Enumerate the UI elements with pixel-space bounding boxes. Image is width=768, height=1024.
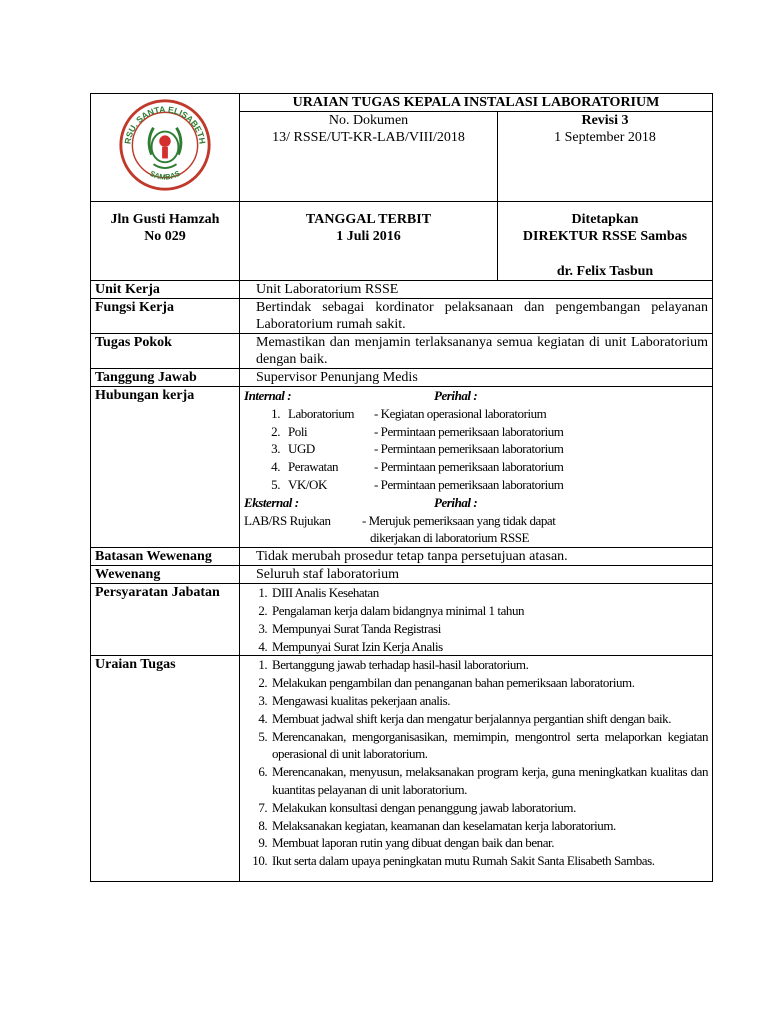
internal-item-name: Poli xyxy=(288,423,308,439)
eksternal-perihal-1: - Merujuk pemeriksaan yang tidak dapat xyxy=(362,512,556,528)
internal-item-number: 4. xyxy=(271,459,280,475)
revision-date: 1 September 2018 xyxy=(554,130,656,145)
uraian-tugas-cell xyxy=(240,656,713,882)
logo-top-text: RSU. SANTA ELISABETH xyxy=(122,104,208,145)
internal-list xyxy=(244,405,708,494)
batasan-wewenang-value: Tidak merubah prosedur tetap tanpa persetujuan atasan. xyxy=(240,548,713,566)
issued-label: TANGGAL TERBIT xyxy=(305,212,432,227)
persyaratan-jabatan-label: Persyaratan Jabatan xyxy=(91,584,240,656)
job-description-table xyxy=(90,93,713,882)
uraian-list xyxy=(244,656,708,870)
eksternal-perihal-2: dikerjakan di laboratorium RSSE xyxy=(370,530,529,546)
uraian-item: 9. Membuat laporan rutin yang dibuat dengan baik dan benar. xyxy=(270,834,708,852)
unit-kerja-label: Unit Kerja xyxy=(91,281,240,299)
persyaratan-item: 4. Mempunyai Surat Izin Kerja Analis xyxy=(270,638,708,656)
internal-item-number: 3. xyxy=(271,441,280,457)
persyaratan-item: 1. DIII Analis Kesehatan xyxy=(270,584,708,602)
tanggung-jawab-value: Supervisor Penunjang Medis xyxy=(240,369,713,387)
director-name: dr. Felix Tasbun xyxy=(556,264,654,279)
internal-item-perihal: - Permintaan pemeriksaan laboratorium xyxy=(374,441,564,457)
tugas-pokok-label: Tugas Pokok xyxy=(91,334,240,369)
uraian-item: 4. Membuat jadwal shift kerja dan mengatur berjalannya pergantian shift dengan baik. xyxy=(270,710,708,728)
uraian-item: 2. Melakukan pengambilan dan penanganan bahan pemeriksaan laboratorium. xyxy=(270,674,708,692)
uraian-tugas-label: Uraian Tugas xyxy=(91,656,240,882)
internal-perihal-label: Perihal : xyxy=(434,388,478,403)
internal-item xyxy=(244,458,708,476)
fungsi-kerja-value: Bertindak sebagai kordinator pelaksanaan dan pengembangan pelayanan Laboratorium rumah sakit. xyxy=(240,299,713,334)
internal-item-name: Laboratorium xyxy=(288,405,355,421)
internal-item-name: UGD xyxy=(288,441,315,457)
internal-item-number: 2. xyxy=(271,423,280,439)
internal-item-perihal: - Kegiatan operasional laboratorium xyxy=(374,405,547,421)
address-line-2: No 029 xyxy=(144,229,186,244)
uraian-item: 10. Ikut serta dalam upaya peningkatan mutu Rumah Sakit Santa Elisabeth Sambas. xyxy=(270,852,708,870)
address-line-1: Jln Gusti Hamzah xyxy=(110,212,220,227)
job-description-document xyxy=(90,93,712,882)
persyaratan-list xyxy=(244,584,708,655)
document-number-cell xyxy=(240,112,498,202)
unit-kerja-value: Unit Laboratorium RSSE xyxy=(240,281,713,299)
hospital-logo xyxy=(117,97,213,193)
persyaratan-jabatan-cell xyxy=(240,584,713,656)
uraian-item: 3. Mengawasi kualitas pekerjaan analis. xyxy=(270,692,708,710)
internal-item xyxy=(244,476,708,494)
eksternal-name: LAB/RS Rujukan xyxy=(244,512,331,528)
batasan-wewenang-label: Batasan Wewenang xyxy=(91,548,240,566)
uraian-item: 1. Bertanggung jawab terhadap hasil-hasil laboratorium. xyxy=(270,656,708,674)
internal-item-name: Perawatan xyxy=(288,459,339,475)
internal-item-number: 1. xyxy=(271,405,280,421)
internal-label: Internal : xyxy=(244,388,292,403)
internal-item-number: 5. xyxy=(271,476,280,492)
document-title: URAIAN TUGAS KEPALA INSTALASI LABORATORIUM xyxy=(240,94,713,112)
document-number-value: 13/ RSSE/UT-KR-LAB/VIII/2018 xyxy=(272,130,465,145)
uraian-item: 5. Merencanakan, mengorganisasikan, memimpin, mengontrol serta melaporkan kegiatan operasional di unit laboratorium. xyxy=(270,728,708,764)
fungsi-kerja-label: Fungsi Kerja xyxy=(91,299,240,334)
wewenang-label: Wewenang xyxy=(91,566,240,584)
wewenang-value: Seluruh staf laboratorium xyxy=(240,566,713,584)
persyaratan-item: 3. Mempunyai Surat Tanda Registrasi xyxy=(270,620,708,638)
internal-item xyxy=(244,405,708,423)
uraian-item: 8. Melaksanakan kegiatan, keamanan dan keselamatan kerja laboratorium. xyxy=(270,817,708,835)
director-cell xyxy=(498,202,713,281)
set-label: Ditetapkan xyxy=(571,212,639,227)
uraian-item: 7. Melakukan konsultasi dengan penanggung jawab laboratorium. xyxy=(270,799,708,817)
logo-bottom-text: SAMBAS xyxy=(148,168,182,182)
tugas-pokok-value: Memastikan dan menjamin terlaksananya semua kegiatan di unit Laboratorium dengan baik. xyxy=(240,334,713,369)
internal-item xyxy=(244,423,708,441)
internal-item-name: VK/OK xyxy=(288,476,327,492)
hospital-logo-cell xyxy=(91,94,240,202)
eksternal-label: Eksternal : xyxy=(244,494,299,510)
issued-date: 1 Juli 2016 xyxy=(336,229,401,244)
eksternal-perihal-label: Perihal : xyxy=(434,494,478,510)
uraian-item: 6. Merencanakan, menyusun, melaksanakan program kerja, guna meningkatkan kualitas dan kuantitas pelayanan di unit laboratorium. xyxy=(270,763,708,799)
revision-cell xyxy=(498,112,713,202)
internal-item-perihal: - Permintaan pemeriksaan laboratorium xyxy=(374,459,564,475)
issued-date-cell xyxy=(240,202,498,281)
internal-item-perihal: - Permintaan pemeriksaan laboratorium xyxy=(374,423,564,439)
svg-text:SAMBAS xyxy=(148,169,182,182)
tanggung-jawab-label: Tanggung Jawab xyxy=(91,369,240,387)
hubungan-kerja-cell xyxy=(240,387,713,548)
revision-label: Revisi 3 xyxy=(581,113,629,128)
internal-item xyxy=(244,440,708,458)
persyaratan-item: 2. Pengalaman kerja dalam bidangnya minimal 1 tahun xyxy=(270,602,708,620)
document-number-label: No. Dokumen xyxy=(328,113,409,128)
hubungan-kerja-label: Hubungan kerja xyxy=(91,387,240,548)
address-cell xyxy=(91,202,240,281)
director-label: DIREKTUR RSSE Sambas xyxy=(522,229,688,244)
internal-item-perihal: - Permintaan pemeriksaan laboratorium xyxy=(374,476,564,492)
